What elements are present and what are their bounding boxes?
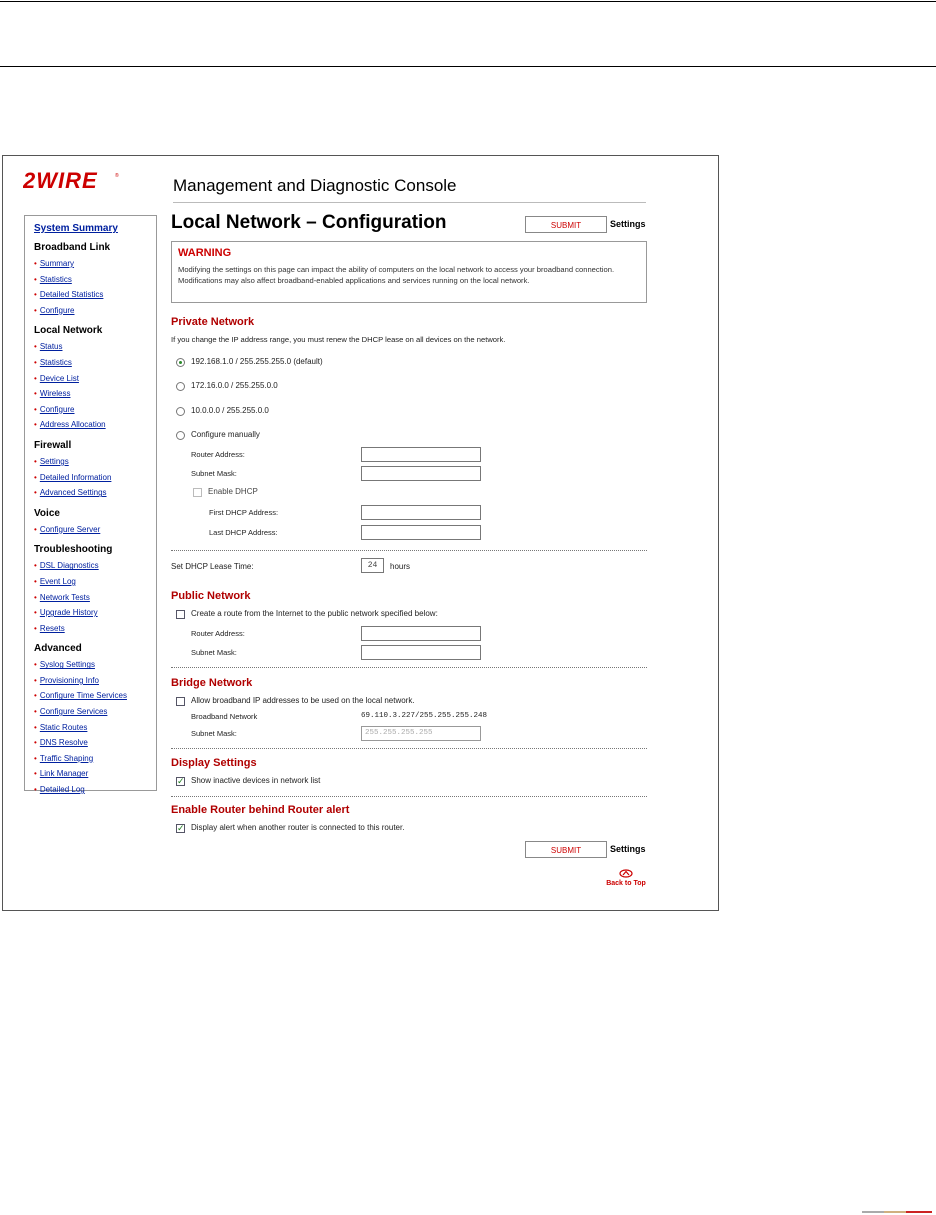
bullet-icon: • (34, 722, 37, 732)
sidebar-link[interactable] (34, 272, 156, 288)
sidebar-link-label: Wireless (39, 389, 71, 399)
checkmark-icon: ✓ (177, 776, 185, 786)
bullet-icon: • (34, 769, 37, 779)
sidebar-section (34, 508, 156, 538)
sidebar-link[interactable] (34, 751, 156, 767)
radio-label-172-16: 172.16.0.0 / 255.255.0.0 (191, 381, 278, 390)
last-dhcp-input[interactable] (361, 525, 481, 540)
radio-172-16[interactable] (176, 382, 185, 391)
sidebar-link[interactable] (34, 371, 156, 387)
sidebar-nav (24, 215, 157, 795)
bullet-icon: • (34, 290, 37, 300)
sidebar-link-label: Status (39, 342, 63, 352)
sidebar-link[interactable] (34, 657, 156, 673)
sidebar-link-label: Configure Server (39, 524, 101, 534)
bullet-icon: • (34, 274, 37, 284)
sidebar-sections (34, 242, 156, 798)
checkmark-icon: ✓ (177, 823, 185, 833)
sidebar-section-title: Troubleshooting (34, 544, 113, 556)
sidebar-link[interactable] (34, 720, 156, 736)
bridge-network-heading: Bridge Network (171, 677, 253, 689)
bullet-icon: • (34, 488, 37, 498)
sidebar-link-label: Summary (39, 259, 75, 268)
public-network-heading: Public Network (171, 590, 251, 602)
sidebar-section-title: Local Network (34, 325, 103, 337)
sidebar-section (34, 242, 156, 318)
sidebar-link-label: Static Routes (39, 722, 88, 732)
sidebar-link-label: Network Tests (39, 592, 90, 602)
sidebar-link[interactable] (34, 287, 156, 303)
broadband-network-value: 69.110.3.227/255.255.255.248 (361, 712, 488, 720)
sidebar-link[interactable] (34, 522, 156, 538)
bullet-icon: • (34, 389, 37, 399)
bullet-icon: • (34, 623, 37, 633)
sidebar-link-label: Advanced Settings (39, 488, 107, 498)
back-to-top-label: Back to Top (606, 880, 646, 887)
warning-box (171, 241, 647, 303)
submit-button-top[interactable]: SUBMIT (525, 216, 607, 233)
sidebar-link-label: Statistics (39, 274, 72, 284)
bridge-subnet-mask-input[interactable]: 255.255.255.255 (361, 726, 481, 741)
sidebar-link-label: DNS Resolve (39, 738, 88, 748)
sidebar-link[interactable] (34, 355, 156, 371)
radio-192-168[interactable] (176, 358, 185, 367)
subnet-mask-input[interactable] (361, 466, 481, 481)
screenshot-frame (2, 155, 719, 911)
settings-label-bottom: Settings (610, 844, 646, 854)
display-settings-heading: Display Settings (171, 757, 257, 769)
bullet-icon: • (34, 259, 37, 268)
sidebar-link[interactable] (34, 402, 156, 418)
sidebar-section (34, 643, 156, 797)
sidebar-link-label: Configure (39, 404, 75, 414)
sidebar-section (34, 440, 156, 501)
sidebar-link-label: Provisioning Info (39, 675, 99, 685)
back-to-top-link[interactable] (604, 869, 648, 887)
public-router-address-label: Router Address: (191, 629, 245, 638)
bullet-icon: • (34, 404, 37, 414)
sidebar-link-label: Detailed Log (39, 785, 85, 795)
sidebar-link[interactable] (34, 454, 156, 470)
sidebar-link[interactable] (34, 485, 156, 501)
bullet-icon: • (34, 456, 37, 466)
footer-swatch (862, 1211, 884, 1213)
bridge-checkbox[interactable] (176, 697, 185, 706)
radio-label-192-168: 192.168.1.0 / 255.255.255.0 (default) (191, 357, 323, 366)
sidebar-link-label: Resets (39, 623, 65, 633)
divider (171, 796, 647, 797)
bullet-icon: • (34, 561, 37, 571)
sidebar-link[interactable] (34, 704, 156, 720)
enable-dhcp-label: Enable DHCP (208, 487, 258, 496)
bullet-icon: • (34, 675, 37, 685)
radio-label-10-0: 10.0.0.0 / 255.255.0.0 (191, 406, 269, 415)
bullet-icon: • (34, 373, 37, 383)
bullet-icon: • (34, 342, 37, 352)
radio-10-0[interactable] (176, 407, 185, 416)
sidebar-link-label: Configure (39, 305, 75, 315)
sidebar-section-title: Firewall (34, 439, 72, 451)
radio-label-configure-manually: Configure manually (191, 430, 260, 439)
public-subnet-mask-label: Subnet Mask: (191, 648, 237, 657)
divider (171, 667, 647, 668)
sidebar-link[interactable] (34, 256, 156, 272)
public-router-address-input[interactable] (361, 626, 481, 641)
lease-time-label: Set DHCP Lease Time: (171, 562, 254, 571)
warning-title: WARNING (178, 247, 232, 259)
public-subnet-mask-input[interactable] (361, 645, 481, 660)
sidebar-link[interactable] (34, 470, 156, 486)
svg-text:2WIRE: 2WIRE (23, 169, 98, 193)
sidebar-link[interactable] (34, 782, 156, 798)
sidebar-link-label: Traffic Shaping (39, 753, 94, 763)
private-network-heading: Private Network (171, 316, 255, 328)
sidebar-link[interactable] (34, 605, 156, 621)
sidebar-section (34, 325, 156, 433)
subnet-mask-label: Subnet Mask: (191, 469, 237, 478)
sidebar-link[interactable] (34, 339, 156, 355)
sidebar-link[interactable] (34, 621, 156, 637)
sidebar-link-label: DSL Diagnostics (39, 561, 99, 571)
sidebar-link-system-summary[interactable]: System Summary (34, 223, 118, 234)
bullet-icon: • (34, 576, 37, 586)
divider (171, 550, 647, 551)
sidebar-link[interactable] (34, 766, 156, 782)
last-dhcp-label: Last DHCP Address: (209, 528, 278, 537)
svg-text:®: ® (115, 173, 119, 179)
sidebar-section-title: Broadband Link (34, 242, 111, 253)
show-inactive-label: Show inactive devices in network list (191, 776, 321, 785)
console-title: Management and Diagnostic Console (173, 176, 457, 195)
bridge-checkbox-label: Allow broadband IP addresses to be used on the local network. (191, 696, 415, 705)
sidebar-link[interactable] (34, 303, 156, 319)
bullet-icon: • (34, 472, 37, 482)
footer-swatch (884, 1211, 906, 1213)
2wire-logo (23, 169, 123, 198)
first-dhcp-input[interactable] (361, 505, 481, 520)
header-rule (0, 66, 936, 67)
sidebar-link[interactable] (34, 735, 156, 751)
sidebar-link-label: Link Manager (39, 769, 89, 779)
bullet-icon: • (34, 592, 37, 602)
router-alert-heading: Enable Router behind Router alert (171, 804, 350, 816)
public-route-checkbox[interactable] (176, 610, 185, 619)
lease-time-input[interactable]: 24 (361, 558, 384, 573)
radio-configure-manually[interactable] (176, 431, 185, 440)
bullet-icon: • (34, 785, 37, 795)
private-network-description: If you change the IP address range, you must renew the DHCP lease on all devices on the network. (171, 335, 506, 344)
sidebar-section-title: Voice (34, 507, 60, 519)
bridge-subnet-mask-label: Subnet Mask: (191, 729, 237, 738)
router-address-label: Router Address: (191, 450, 245, 459)
bullet-icon: • (34, 753, 37, 763)
sidebar-link-label: Event Log (39, 576, 76, 586)
sidebar-link-label: Configure Time Services (39, 691, 127, 701)
enable-dhcp-checkbox[interactable] (193, 488, 202, 497)
sidebar-link[interactable] (34, 386, 156, 402)
sidebar-link-label: Detailed Statistics (39, 290, 104, 300)
top-rule (0, 1, 936, 2)
title-divider (173, 202, 646, 203)
public-route-label: Create a route from the Internet to the public network specified below: (191, 609, 438, 618)
sidebar-link-label: Syslog Settings (39, 660, 95, 670)
broadband-network-label: Broadband Network (191, 712, 258, 721)
divider (171, 748, 647, 749)
bullet-icon: • (34, 357, 37, 367)
router-alert-label: Display alert when another router is connected to this router. (191, 823, 405, 832)
sidebar-link-label: Statistics (39, 357, 72, 367)
show-inactive-checkbox[interactable] (176, 777, 185, 786)
warning-text: Modifying the settings on this page can impact the ability of computers on the local network to access your broadband connection. Modifications may also affect broadband-enabled applications and services running on the local network. (178, 265, 615, 285)
bullet-icon: • (34, 608, 37, 618)
sidebar-link-label: Configure Services (39, 707, 108, 717)
sidebar-link[interactable] (34, 574, 156, 590)
sidebar-section (34, 544, 156, 636)
sidebar-link[interactable] (34, 417, 156, 433)
sidebar-link[interactable] (34, 590, 156, 606)
submit-button-bottom[interactable]: SUBMIT (525, 841, 607, 858)
sidebar-link-label: Upgrade History (39, 608, 98, 618)
bullet-icon: • (34, 660, 37, 670)
sidebar-link[interactable] (34, 673, 156, 689)
bullet-icon: • (34, 305, 37, 315)
page-title: Local Network – Configuration (171, 212, 447, 233)
bullet-icon: • (34, 420, 37, 430)
sidebar-link-label: Device List (39, 373, 79, 383)
bullet-icon: • (34, 524, 37, 534)
settings-label-top: Settings (610, 219, 646, 229)
bullet-icon: • (34, 738, 37, 748)
sidebar-link-label: Detailed Information (39, 472, 112, 482)
sidebar-section-title: Advanced (34, 643, 82, 655)
bullet-icon: • (34, 691, 37, 701)
footer-swatch (906, 1211, 932, 1213)
sidebar-link[interactable] (34, 688, 156, 704)
first-dhcp-label: First DHCP Address: (209, 508, 279, 517)
lease-time-unit: hours (390, 562, 411, 571)
sidebar-link-label: Settings (39, 456, 69, 466)
sidebar-link[interactable] (34, 558, 156, 574)
router-address-input[interactable] (361, 447, 481, 462)
back-to-top-icon (619, 869, 633, 878)
router-alert-checkbox[interactable] (176, 824, 185, 833)
sidebar-link-label: Address Allocation (39, 420, 106, 430)
bullet-icon: • (34, 707, 37, 717)
